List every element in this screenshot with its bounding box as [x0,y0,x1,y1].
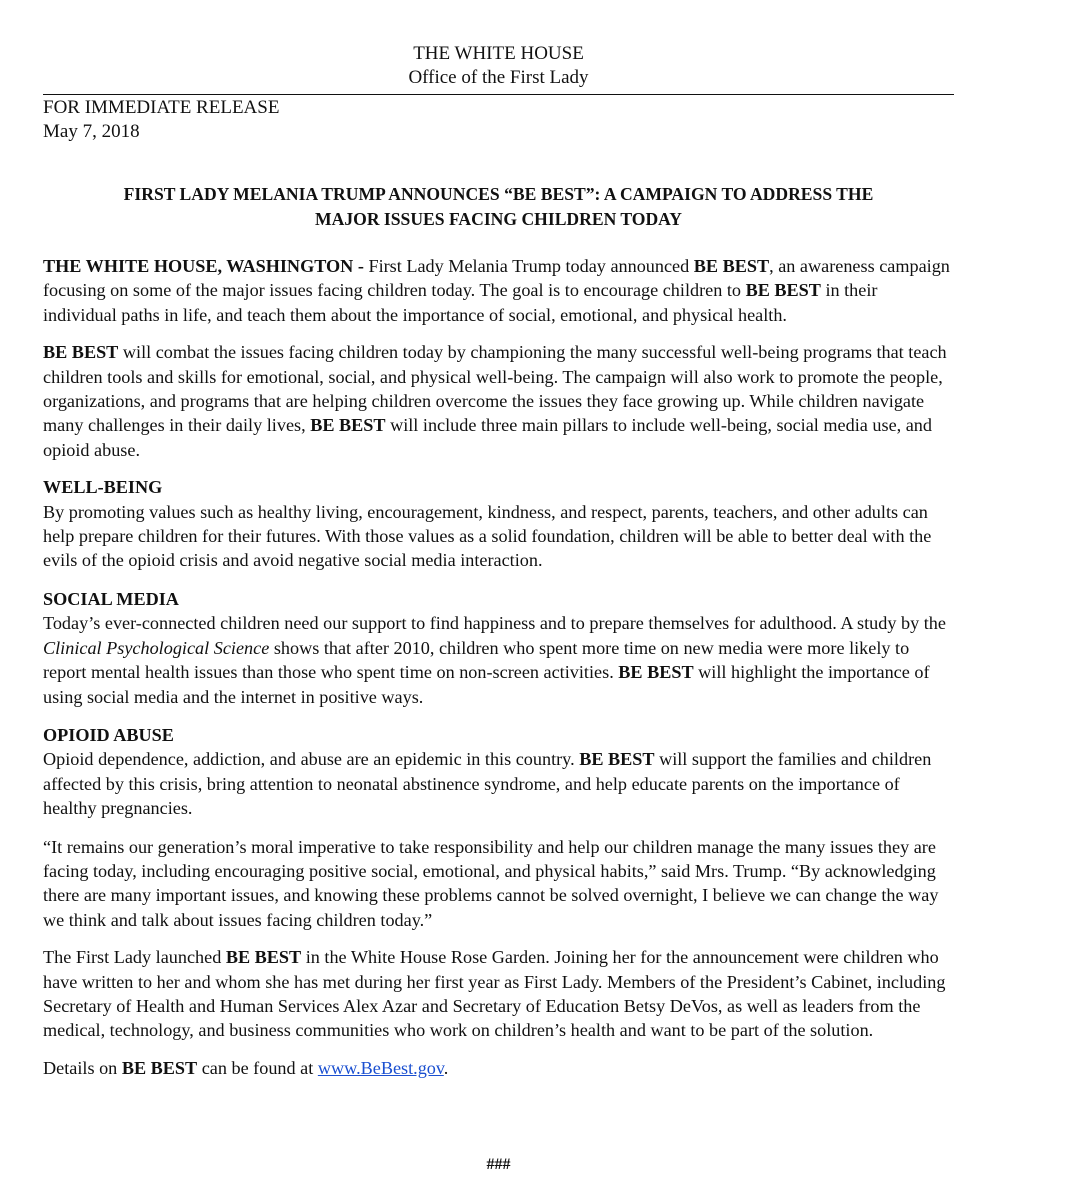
details-text-3: . [443,1057,449,1078]
campaign-text-2: will include three main pillars to include well-being, social media use, and opioid abuse. [43,415,932,460]
release-date: May 7, 2018 [43,121,140,142]
wellbeing-heading: WELL-BEING [43,477,163,498]
be-best-mention: BE BEST [745,280,821,301]
be-best-mention: BE BEST [225,947,302,968]
release-info [43,96,279,144]
be-best-mention: BE BEST [693,256,770,276]
social-text-3: will highlight the importance of using social media and the internet in positive ways. [43,662,930,707]
be-best-mention: BE BEST [43,342,119,363]
be-best-mention: BE BEST [579,749,655,770]
dateline: THE WHITE HOUSE, WASHINGTON - [43,256,364,276]
wellbeing-section [43,475,954,573]
launch-paragraph [43,945,954,1043]
social-media-section [43,587,954,709]
launch-text-2: in the White House Rose Garden. Joining her for the announcement were children who have written to her and whom she has met during her first year as First Lady. Members of the President’s Cabinet, including Secretary of Health and Human Services Alex Azar and Secretary of Education Betsy DeVos, as well as leaders from the medical, technology, and business communities who work on children’s health and want to be part of the solution. [43,947,946,1041]
opioid-text-2: will support the families and children affected by this crisis, bring attention to neonatal abstinence syndrome, and help educate parents on the importance of healthy pregnancies. [43,749,932,819]
details-text-1: Details on [43,1057,122,1078]
headline-line-2: MAJOR ISSUES FACING CHILDREN TODAY [315,209,682,229]
campaign-paragraph [43,340,954,462]
opioid-text-1: Opioid dependence, addiction, and abuse are an epidemic in this country. [43,749,580,770]
journal-title: Clinical Psychological Science [43,637,270,658]
intro-text-3: in their individual paths in life, and teach them about the importance of social, emotional, and physical health. [43,280,878,325]
social-media-heading: SOCIAL MEDIA [43,588,179,609]
release-label: FOR IMMEDIATE RELEASE [43,97,280,118]
opioid-heading: OPIOID ABUSE [43,724,174,745]
letterhead-divider [43,94,954,95]
social-text-2: shows that after 2010, children who spent more time on new media were more likely to report mental health issues than those who spent time on non-screen activities. [43,637,910,683]
headline-line-1: FIRST LADY MELANIA TRUMP ANNOUNCES “BE BEST”: A CAMPAIGN TO ADDRESS THE [123,184,874,204]
intro-text-2: , an awareness campaign focusing on some of the major issues facing children today. The goal is to encourage children to [43,256,950,301]
letterhead [43,42,954,90]
letterhead-org: THE WHITE HOUSE [413,43,584,64]
release-body [43,254,954,1093]
be-best-mention: BE BEST [121,1057,198,1078]
campaign-text-1: will combat the issues facing children today by championing the many successful well-being programs that teach children tools and skills for emotional, social, and physical well-being. The campaign will also work to promote the people, organizations, and programs that are helping children overcome the issues they face growing up. While children navigate many challenges in their daily lives, [43,342,947,436]
intro-paragraph [43,254,954,327]
opioid-section [43,723,954,821]
wellbeing-text: By promoting values such as healthy living, encouragement, kindness, and respect, parents, teachers, and other adults can help prepare children for their futures. With those values as a solid foundation, children will be able to better deal with the evils of the opioid crisis and avoid negative social media interaction. [43,501,932,571]
launch-text-1: The First Lady launched [43,947,226,968]
details-text-2: can be found at [197,1057,318,1078]
intro-text-1: First Lady Melania Trump today announced [363,256,694,276]
end-mark: ### [486,1156,511,1173]
headline [43,182,954,232]
bebest-website-link[interactable]: www.BeBest.gov [317,1057,444,1078]
be-best-mention: BE BEST [310,415,386,436]
letterhead-office: Office of the First Lady [408,67,589,88]
social-text-1: Today’s ever-connected children need our support to find happiness and to prepare themselves for adulthood. A study by the [43,613,946,634]
quote-paragraph: “It remains our generation’s moral imperative to take responsibility and help our children manage the many issues they are facing today, including encouraging positive social, emotional, and physical habits,” said Mrs. Trump. “By acknowledging there are many important issues, and knowing these problems cannot be solved overnight, I believe we can change the way we think and talk about issues facing children today.” [43,836,939,930]
be-best-mention: BE BEST [618,662,694,683]
details-paragraph [43,1056,954,1080]
